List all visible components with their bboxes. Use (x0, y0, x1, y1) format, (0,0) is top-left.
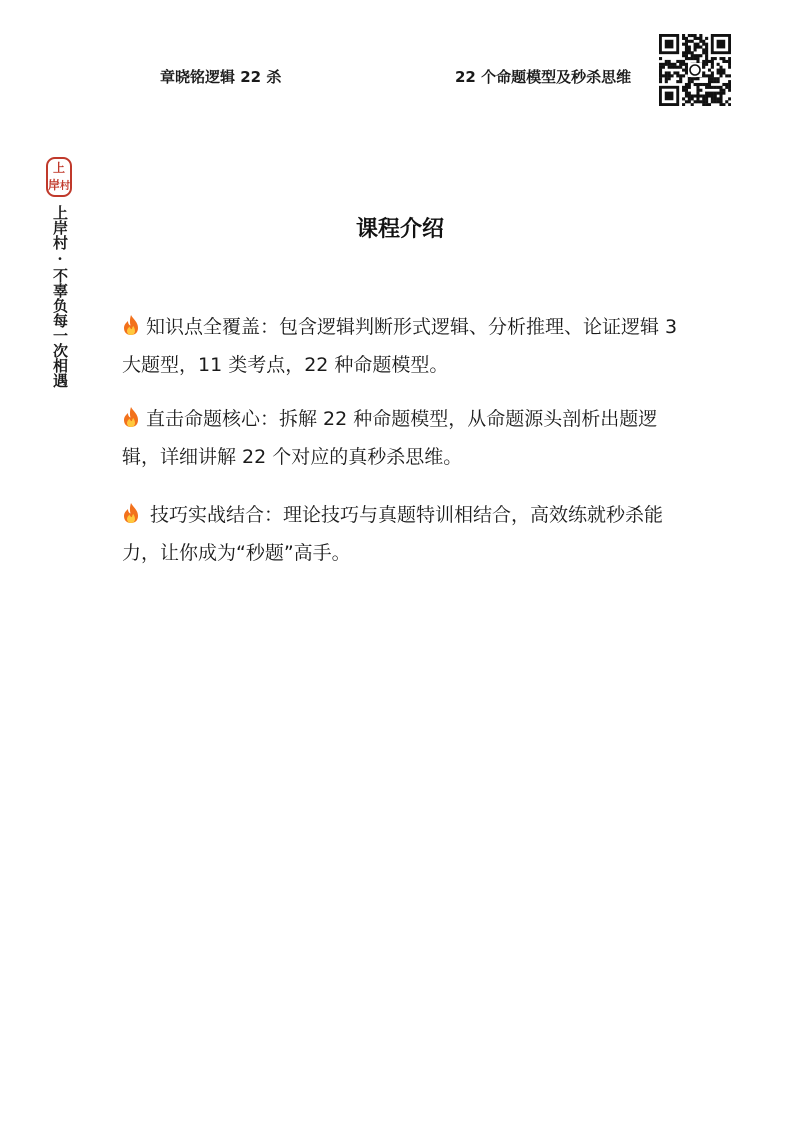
seal-stamp: 上 岸村 (46, 157, 72, 197)
fire-icon (122, 314, 140, 336)
intro-item-1 (122, 308, 690, 384)
qr-code-icon (659, 34, 731, 106)
side-slogan: 上岸村·不辜负每一次相遇 (51, 205, 69, 388)
header-left-title: 章晓铭逻辑 22 杀 (160, 68, 282, 86)
page-title: 课程介绍 (355, 217, 444, 242)
intro-item-3 (122, 496, 690, 572)
intro-item-text: 直击命题核心：拆解 22 种命题模型，从命题源头剖析出题逻辑，详细讲解 22 个对应的真秒杀思维。 (122, 408, 658, 468)
header-right-title: 22 个命题模型及秒杀思维 (455, 68, 632, 86)
intro-item-text: 知识点全覆盖：包含逻辑判断形式逻辑、分析推理、论证逻辑 3 大题型，11 类考点，22 种命题模型。 (122, 316, 678, 376)
fire-icon (122, 502, 140, 524)
intro-item-text: 技巧实战结合：理论技巧与真题特训相结合，高效练就秒杀能力，让你成为“秒题”高手。 (122, 504, 664, 564)
fire-icon (122, 406, 140, 428)
intro-item-2 (122, 400, 690, 476)
